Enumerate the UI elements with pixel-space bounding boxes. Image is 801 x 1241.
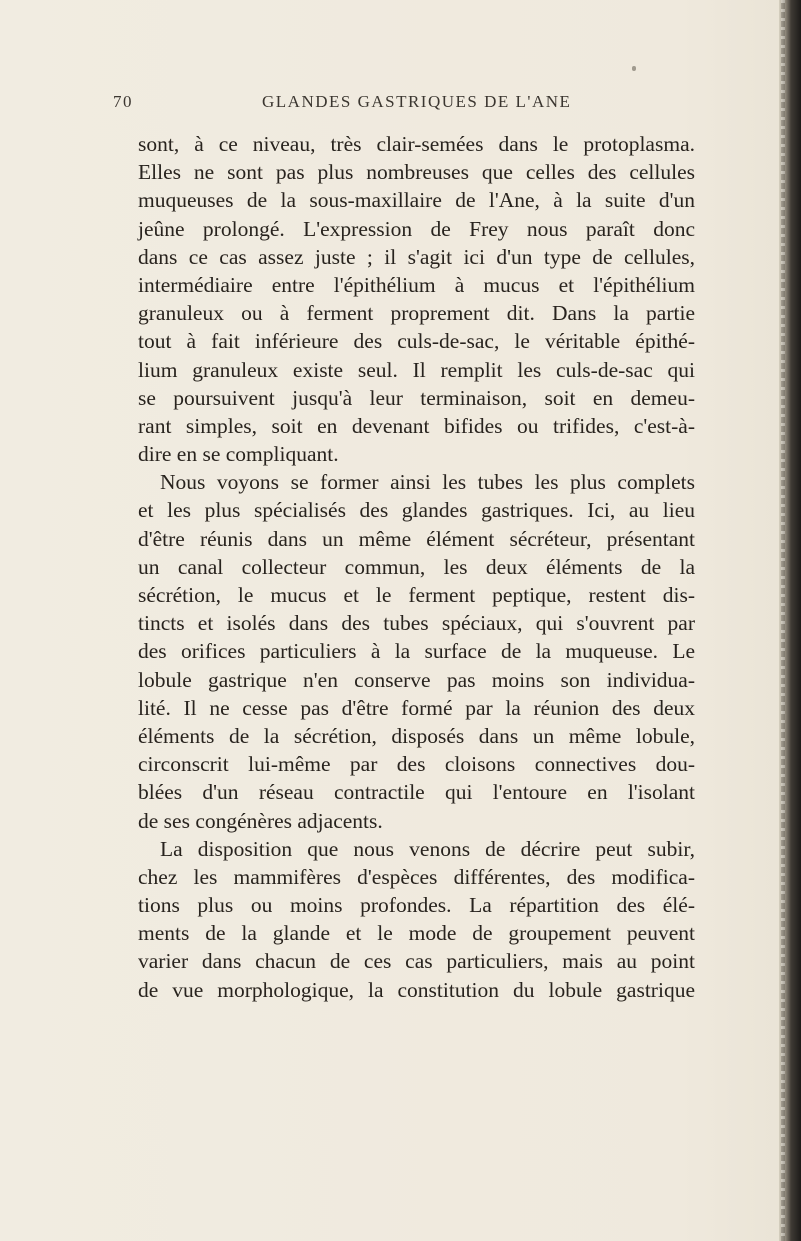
text-line: éléments de la sécrétion, disposés dans un même lobule, bbox=[138, 723, 695, 748]
text-line: blées d'un réseau contractile qui l'entoure en l'isolant bbox=[138, 780, 695, 805]
paragraph-last-line: de ses congénères adjacents. bbox=[138, 808, 383, 833]
text-line: d'être réunis dans un même élément sécréteur, présentant bbox=[138, 526, 695, 551]
paragraph-first-line: La disposition que nous venons de décrire peut subir, bbox=[160, 836, 695, 861]
text-line: tions plus ou moins profondes. La répartition des élé- bbox=[138, 893, 695, 918]
text-line: de vue morphologique, la constitution du lobule gastrique bbox=[138, 977, 695, 1002]
text-line: dans ce cas assez juste ; il s'agit ici d'un type de cellules, bbox=[138, 244, 695, 269]
text-line: lium granuleux existe seul. Il remplit les culs-de-sac qui bbox=[138, 357, 695, 382]
text-line: muqueuses de la sous-maxillaire de l'Ane, à la suite d'un bbox=[138, 188, 695, 213]
text-line: ments de la glande et le mode de groupement peuvent bbox=[138, 921, 695, 946]
text-line: et les plus spécialisés des glandes gastriques. Ici, au lieu bbox=[138, 498, 695, 523]
text-line: circonscrit lui-même par des cloisons connectives dou- bbox=[138, 752, 695, 777]
text-line: lité. Il ne cesse pas d'être formé par la réunion des deux bbox=[138, 695, 695, 720]
text-line: intermédiaire entre l'épithélium à mucus et l'épithélium bbox=[138, 272, 695, 297]
text-line: tout à fait inférieure des culs-de-sac, le véritable épithé- bbox=[138, 329, 695, 354]
paragraph-last-line: dire en se compliquant. bbox=[138, 442, 339, 467]
text-line: un canal collecteur commun, les deux éléments de la bbox=[138, 554, 695, 579]
running-title: GLANDES GASTRIQUES DE L'ANE bbox=[262, 92, 572, 111]
text-line: se poursuivent jusqu'à leur terminaison, soit en demeu- bbox=[138, 385, 695, 410]
page-header bbox=[113, 92, 691, 116]
page-number: 70 bbox=[113, 92, 133, 111]
text-line: des orifices particuliers à la surface de la muqueuse. Le bbox=[138, 639, 695, 664]
text-line: Elles ne sont pas plus nombreuses que celles des cellules bbox=[138, 160, 695, 185]
book-binding-edge bbox=[779, 0, 801, 1241]
text-line: granuleux ou à ferment proprement dit. Dans la partie bbox=[138, 301, 695, 326]
paper-speck bbox=[632, 66, 636, 71]
text-line: rant simples, soit en devenant bifides ou trifides, c'est-à- bbox=[138, 413, 695, 438]
text-line: tincts et isolés dans des tubes spéciaux, qui s'ouvrent par bbox=[138, 611, 695, 636]
text-line: sécrétion, le mucus et le ferment peptique, restent dis- bbox=[138, 583, 695, 607]
paragraph-first-line: Nous voyons se former ainsi les tubes les plus complets bbox=[160, 470, 695, 495]
text-line: sont, à ce niveau, très clair-semées dans le protoplasma. bbox=[138, 132, 695, 156]
text-line: jeûne prolongé. L'expression de Frey nous paraît donc bbox=[138, 216, 695, 241]
text-line: chez les mammifères d'espèces différentes, des modifica- bbox=[138, 864, 695, 889]
text-line: lobule gastrique n'en conserve pas moins son individua- bbox=[138, 667, 695, 692]
text-line: varier dans chacun de ces cas particuliers, mais au point bbox=[138, 949, 695, 974]
body-text bbox=[138, 130, 695, 1004]
